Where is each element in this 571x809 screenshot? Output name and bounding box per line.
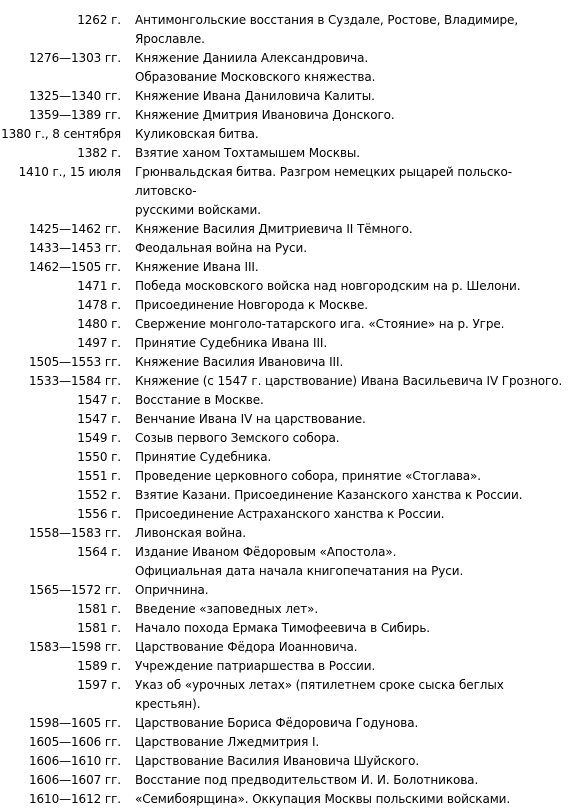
timeline-row <box>0 334 571 353</box>
timeline-event: Княжение (с 1547 г. царствование) Ивана Васильевича IV Грозного. <box>135 374 563 388</box>
timeline-date: 1552 г. <box>77 488 121 502</box>
timeline-date: 1605—1606 гг. <box>28 735 121 749</box>
timeline-event: Созыв первого Земского собора. <box>135 431 340 445</box>
timeline-date: 1606—1610 гг. <box>28 754 121 768</box>
timeline-event: Княжение Василия Дмитриевича II Тёмного. <box>135 222 413 236</box>
timeline-event: Княжение Даниила Александровича. Образование Московского княжества. <box>135 51 376 84</box>
timeline-row <box>0 790 571 809</box>
timeline-date: 1471 г. <box>77 279 121 293</box>
timeline-event: Княжение Василия Ивановича III. <box>135 355 344 369</box>
timeline-row <box>0 277 571 296</box>
timeline-row <box>0 752 571 771</box>
timeline-date: 1547 г. <box>77 412 121 426</box>
timeline-date: 1380 г., 8 сентября <box>1 127 121 141</box>
timeline-date: 1583—1598 гг. <box>28 640 121 654</box>
timeline-row <box>0 125 571 144</box>
timeline-event: «Семибоярщина». Оккупация Москвы польскими войсками. <box>135 792 511 806</box>
timeline-date: 1382 г. <box>77 146 121 160</box>
timeline-event: Издание Иваном Фёдоровым «Апостола». Официальная дата начала книгопечатания на Руси. <box>135 545 464 578</box>
timeline-row <box>0 676 571 714</box>
timeline-date: 1556 г. <box>77 507 121 521</box>
timeline-date: 1558—1583 гг. <box>28 526 121 540</box>
timeline-row <box>0 600 571 619</box>
timeline-date: 1533—1584 гг. <box>28 374 121 388</box>
timeline-date: 1262 г. <box>77 13 121 27</box>
timeline-date: 1549 г. <box>77 431 121 445</box>
timeline-event: Княжение Дмитрия Ивановича Донского. <box>135 108 395 122</box>
timeline-event: Царствование Лжедмитрия I. <box>135 735 320 749</box>
timeline-row <box>0 144 571 163</box>
timeline-event: Восстание в Москве. <box>135 393 264 407</box>
timeline-event: Опричнина. <box>135 583 209 597</box>
timeline-row <box>0 486 571 505</box>
timeline-event: Царствование Василия Ивановича Шуйского. <box>135 754 420 768</box>
timeline-date: 1276—1303 гг. <box>28 51 121 65</box>
timeline-row <box>0 467 571 486</box>
timeline-row <box>0 638 571 657</box>
timeline-row <box>0 296 571 315</box>
timeline-row <box>0 581 571 600</box>
timeline-row <box>0 429 571 448</box>
timeline-date: 1433—1453 гг. <box>28 241 121 255</box>
timeline-date: 1462—1505 гг. <box>28 260 121 274</box>
timeline-date: 1497 г. <box>77 336 121 350</box>
timeline-row <box>0 87 571 106</box>
timeline-event: Введение «заповедных лет». <box>135 602 319 616</box>
timeline-row <box>0 163 571 220</box>
timeline-date: 1564 г. <box>77 545 121 559</box>
timeline-date: 1581 г. <box>77 621 121 635</box>
timeline-event: Взятие ханом Тохтамышем Москвы. <box>135 146 361 160</box>
timeline-row <box>0 410 571 429</box>
timeline-event: Учреждение патриаршества в России. <box>135 659 376 673</box>
timeline-event: Венчание Ивана IV на царствование. <box>135 412 366 426</box>
timeline-row <box>0 771 571 790</box>
timeline-row <box>0 733 571 752</box>
timeline-row <box>0 505 571 524</box>
timeline-date: 1478 г. <box>77 298 121 312</box>
timeline-date: 1425—1462 гг. <box>28 222 121 236</box>
timeline-event: Свержение монголо-татарского ига. «Стояние» на р. Угре. <box>135 317 505 331</box>
timeline-event: Взятие Казани. Присоединение Казанского ханства к России. <box>135 488 523 502</box>
timeline-event: Антимонгольские восстания в Суздале, Ростове, Владимире, Ярославле. <box>135 13 519 46</box>
chronology-list <box>0 11 571 809</box>
timeline-row <box>0 49 571 87</box>
timeline-row <box>0 11 571 49</box>
timeline-date: 1325—1340 гг. <box>28 89 121 103</box>
timeline-event: Проведение церковного собора, принятие «Стоглава». <box>135 469 481 483</box>
timeline-row <box>0 258 571 277</box>
timeline-date: 1589 г. <box>77 659 121 673</box>
timeline-event: Ливонская война. <box>135 526 246 540</box>
timeline-event: Принятие Судебника Ивана III. <box>135 336 328 350</box>
timeline-event: Грюнвальдская битва. Разгром немецких рыцарей польско-литовско- русскими войсками. <box>135 165 512 217</box>
timeline-row <box>0 619 571 638</box>
timeline-event: Куликовская битва. <box>135 127 259 141</box>
timeline-date: 1581 г. <box>77 602 121 616</box>
timeline-row <box>0 391 571 410</box>
timeline-event: Присоединение Новгорода к Москве. <box>135 298 369 312</box>
timeline-event: Указ об «урочных летах» (пятилетнем сроке сыска беглых крестьян). <box>135 678 504 711</box>
timeline-row <box>0 448 571 467</box>
timeline-row <box>0 543 571 581</box>
timeline-date: 1359—1389 гг. <box>28 108 121 122</box>
timeline-row <box>0 315 571 334</box>
timeline-event: Восстание под предводительством И. И. Болотникова. <box>135 773 479 787</box>
timeline-row <box>0 657 571 676</box>
timeline-event: Принятие Судебника. <box>135 450 272 464</box>
timeline-date: 1547 г. <box>77 393 121 407</box>
timeline-date: 1610—1612 гг. <box>28 792 121 806</box>
timeline-row <box>0 220 571 239</box>
timeline-row <box>0 714 571 733</box>
timeline-date: 1550 г. <box>77 450 121 464</box>
timeline-event: Присоединение Астраханского ханства к России. <box>135 507 445 521</box>
timeline-date: 1480 г. <box>77 317 121 331</box>
timeline-date: 1565—1572 гг. <box>28 583 121 597</box>
timeline-row <box>0 106 571 125</box>
timeline-date: 1606—1607 гг. <box>28 773 121 787</box>
timeline-row <box>0 353 571 372</box>
timeline-date: 1505—1553 гг. <box>28 355 121 369</box>
timeline-event: Начало похода Ермака Тимофеевича в Сибирь. <box>135 621 431 635</box>
timeline-date: 1551 г. <box>77 469 121 483</box>
timeline-event: Царствование Бориса Фёдоровича Годунова. <box>135 716 419 730</box>
timeline-event: Победа московского войска над новгородским на р. Шелони. <box>135 279 521 293</box>
timeline-row <box>0 524 571 543</box>
timeline-event: Царствование Фёдора Иоанновича. <box>135 640 358 654</box>
timeline-event: Княжение Ивана Даниловича Калиты. <box>135 89 375 103</box>
timeline-date: 1598—1605 гг. <box>28 716 121 730</box>
timeline-event: Феодальная война на Руси. <box>135 241 307 255</box>
timeline-row <box>0 372 571 391</box>
timeline-date: 1597 г. <box>77 678 121 692</box>
timeline-row <box>0 239 571 258</box>
timeline-date: 1410 г., 15 июля <box>18 165 121 179</box>
timeline-event: Княжение Ивана III. <box>135 260 259 274</box>
